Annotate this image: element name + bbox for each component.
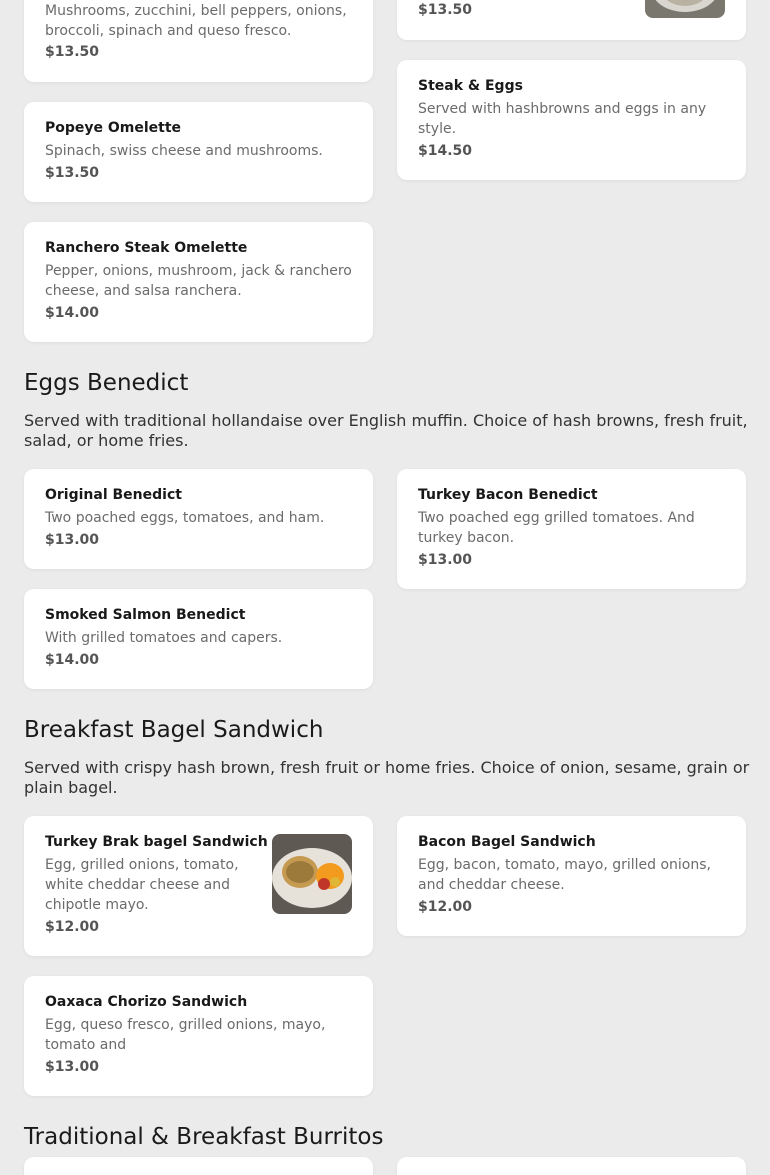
menu-item-card[interactable] — [397, 0, 746, 40]
menu-item-description: Two poached egg grilled tomatoes. And turkey bacon. — [418, 510, 695, 546]
menu-item-title: Smoked Salmon Benedict — [45, 607, 246, 623]
menu-item-price: $12.00 — [418, 899, 473, 915]
menu-item-card[interactable] — [24, 816, 373, 956]
menu-item-photo — [272, 834, 352, 914]
section-title-eggs-benedict: Eggs Benedict — [24, 370, 189, 396]
menu-item-title: Steak & Eggs — [418, 78, 523, 94]
menu-item-card[interactable] — [24, 976, 373, 1096]
menu-item-card[interactable] — [24, 222, 373, 342]
menu-item-price: $13.00 — [418, 552, 473, 568]
menu-item-card[interactable] — [24, 102, 373, 202]
menu-item-title: Popeye Omelette — [45, 120, 182, 136]
menu-item-card[interactable] — [24, 589, 373, 689]
menu-item-description: Two poached eggs, tomatoes, and ham. — [45, 510, 325, 526]
menu-item-price: $13.00 — [45, 1059, 100, 1075]
menu-item-card[interactable] — [24, 469, 373, 569]
menu-item-title: Turkey Brak bagel Sandwich — [45, 834, 268, 850]
menu-item-description: Egg, queso fresco, grilled onions, mayo, tomato and — [45, 1017, 326, 1053]
menu-item-description: Served with hashbrowns and eggs in any style. — [418, 101, 707, 137]
menu-item-price: $14.00 — [45, 652, 100, 668]
section-title-bagel-sandwich: Breakfast Bagel Sandwich — [24, 717, 324, 743]
menu-item-card[interactable] — [397, 60, 746, 180]
menu-item-photo — [645, 0, 725, 18]
menu-item-card[interactable] — [24, 0, 373, 82]
menu-item-card[interactable] — [397, 469, 746, 589]
menu-item-price: $13.50 — [45, 44, 100, 60]
menu-item-description: With grilled tomatoes and capers. — [45, 630, 283, 646]
menu-item-title: Turkey Bacon Benedict — [418, 487, 598, 503]
menu-item-price: $14.50 — [418, 143, 473, 159]
menu-item-title: Bacon Bagel Sandwich — [418, 834, 596, 850]
menu-item-description: Egg, grilled onions, tomato, white cheddar cheese and chipotle mayo. — [45, 857, 239, 913]
menu-item-card[interactable] — [397, 1157, 746, 1175]
menu-item-description: Egg, bacon, tomato, mayo, grilled onions, and cheddar cheese. — [418, 857, 711, 893]
menu-item-price: $13.00 — [45, 532, 100, 548]
menu-item-title: Oaxaca Chorizo Sandwich — [45, 994, 248, 1010]
section-description-eggs-benedict: Served with traditional hollandaise over English muffin. Choice of hash browns, fresh fruit, salad, or home fries. — [24, 411, 748, 450]
section-description-bagel-sandwich: Served with crispy hash brown, fresh fruit or home fries. Choice of onion, sesame, grain or plain bagel. — [24, 758, 750, 797]
menu-item-price: $12.00 — [45, 919, 100, 935]
menu-item-card[interactable] — [397, 816, 746, 936]
menu-item-price: $14.00 — [45, 305, 100, 321]
menu-item-price: $13.50 — [45, 165, 100, 181]
menu-item-description: Mushrooms, zucchini, bell peppers, onions, broccoli, spinach and queso fresco. — [45, 3, 347, 39]
menu-item-title: Ranchero Steak Omelette — [45, 240, 248, 256]
menu-item-description: Pepper, onions, mushroom, jack & ranchero cheese, and salsa ranchera. — [45, 263, 352, 299]
section-title-burritos: Traditional & Breakfast Burritos — [24, 1124, 384, 1150]
menu-item-card[interactable] — [24, 1157, 373, 1175]
menu-item-title: Original Benedict — [45, 487, 182, 503]
menu-item-price: $13.50 — [418, 2, 473, 18]
menu-item-description: Spinach, swiss cheese and mushrooms. — [45, 143, 323, 159]
